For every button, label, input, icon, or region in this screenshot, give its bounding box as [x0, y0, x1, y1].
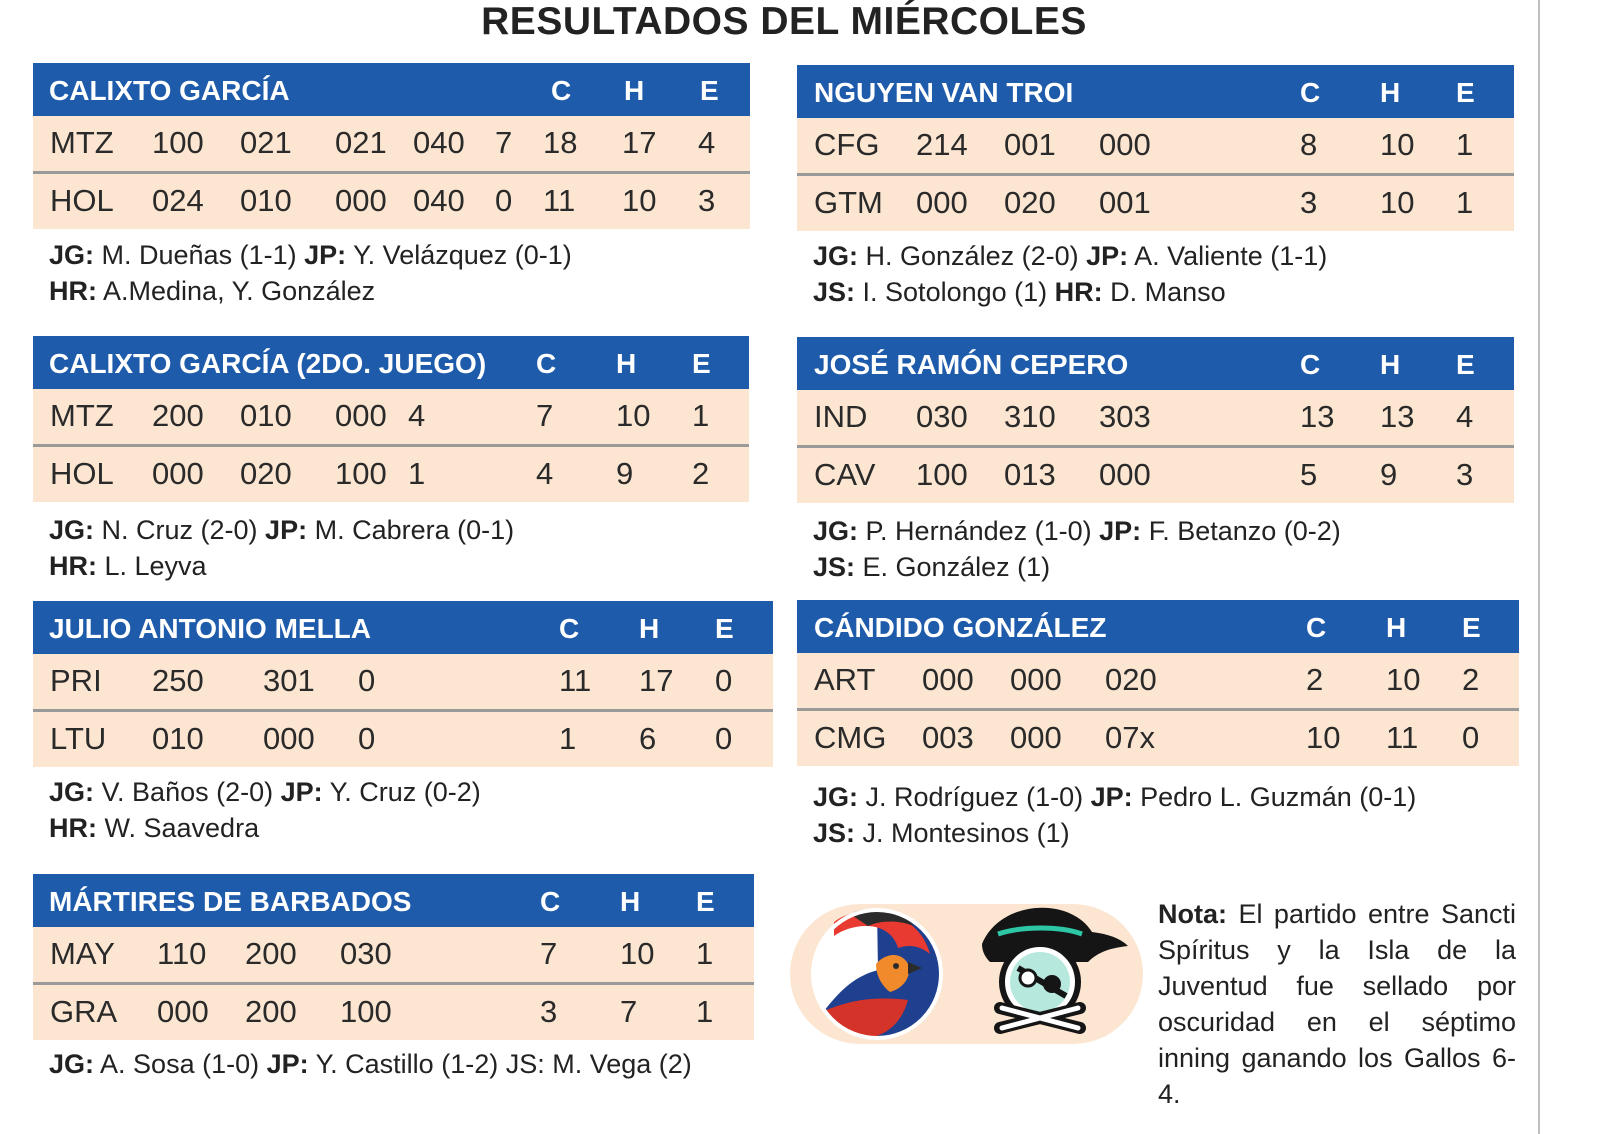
team-logos — [790, 904, 1143, 1044]
pitching-notes — [49, 512, 514, 584]
home-team-row — [33, 712, 773, 767]
inning-group: 000 — [335, 183, 387, 218]
notes-line: JG: H. González (2-0) JP: A. Valiente (1-1) — [813, 241, 1328, 271]
inning-group: 1 — [408, 456, 426, 491]
page-title: RESULTADOS DEL MIÉRCOLES — [481, 0, 1087, 43]
errors-value: 0 — [715, 663, 733, 698]
errors-value: 1 — [696, 994, 714, 1029]
inning-group: 0 — [358, 721, 376, 756]
team-abbr: CAV — [814, 457, 876, 492]
inning-group: 310 — [1004, 399, 1056, 434]
hits-value: 13 — [1380, 399, 1415, 434]
pitching-notes — [49, 774, 481, 846]
team-abbr: CMG — [814, 720, 887, 755]
notes-line: JS: J. Montesinos (1) — [813, 818, 1070, 848]
inning-group: 303 — [1099, 399, 1151, 434]
col-hits: H — [616, 348, 637, 379]
errors-value: 3 — [1456, 457, 1474, 492]
runs-value: 5 — [1300, 457, 1318, 492]
inning-group: 214 — [916, 127, 968, 162]
inning-group: 020 — [1105, 662, 1157, 697]
inning-group: 100 — [916, 457, 968, 492]
col-errors: E — [692, 348, 711, 379]
boxscore-calixto-garcia-game-2 — [33, 336, 749, 505]
away-team-row — [33, 116, 750, 171]
errors-value: 3 — [698, 183, 716, 218]
boxscore-header — [797, 337, 1514, 390]
team-abbr: IND — [814, 399, 868, 434]
runs-value: 10 — [1306, 720, 1341, 755]
inning-group: 4 — [408, 398, 426, 433]
errors-value: 1 — [1456, 185, 1474, 220]
hits-value: 10 — [1386, 662, 1421, 697]
inning-group: 030 — [916, 399, 968, 434]
inning-group: 200 — [245, 994, 297, 1029]
pitching-notes — [49, 237, 572, 309]
inning-group: 000 — [263, 721, 315, 756]
inning-group: 000 — [152, 456, 204, 491]
notes-line: HR: A.Medina, Y. González — [49, 276, 376, 306]
errors-value: 1 — [696, 936, 714, 971]
inning-group: 000 — [922, 662, 974, 697]
inning-group: 301 — [263, 663, 315, 698]
stadium-name: CALIXTO GARCÍA (2DO. JUEGO) — [49, 348, 487, 379]
inning-group: 024 — [152, 183, 204, 218]
col-errors: E — [1462, 612, 1481, 643]
errors-value: 2 — [1462, 662, 1480, 697]
team-abbr: GRA — [50, 994, 118, 1029]
col-hits: H — [1380, 77, 1401, 108]
boxscore-calixto-garcia — [33, 63, 750, 233]
hits-value: 10 — [1380, 185, 1415, 220]
inning-group: 000 — [1099, 457, 1151, 492]
inning-group: 100 — [152, 125, 204, 160]
boxscore-header — [33, 601, 773, 654]
stadium-name: NGUYEN VAN TROI — [814, 77, 1074, 108]
hits-value: 11 — [1386, 720, 1419, 755]
boxscore-julio-antonio-mella — [33, 601, 773, 769]
team-abbr: HOL — [50, 456, 114, 491]
col-errors: E — [1456, 349, 1475, 380]
inning-group: 000 — [916, 185, 968, 220]
notes-line: JG: V. Baños (2-0) JP: Y. Cruz (0-2) — [49, 777, 481, 807]
runs-value: 1 — [559, 721, 577, 756]
runs-value: 4 — [536, 456, 554, 491]
pitching-notes — [49, 1046, 692, 1082]
hits-value: 10 — [1380, 127, 1415, 162]
col-runs: C — [1306, 612, 1327, 643]
inning-group: 0 — [358, 663, 376, 698]
inning-group: 040 — [413, 125, 465, 160]
inning-group: 013 — [1004, 457, 1056, 492]
hits-value: 17 — [639, 663, 674, 698]
rooster-logo-icon — [812, 909, 941, 1038]
inning-group: 0 — [495, 183, 513, 218]
team-abbr: GTM — [814, 185, 883, 220]
pirate-logo-icon — [982, 908, 1128, 1028]
col-errors: E — [696, 886, 715, 917]
inning-group: 010 — [152, 721, 204, 756]
nota-text: El partido entre Sancti Spíritus y la Isla de la Juventud fue sellado por oscuridad en el séptimo inning ganando los Gallos 6-4. — [1158, 899, 1516, 1109]
team-abbr: CFG — [814, 127, 880, 162]
notes-line: HR: W. Saavedra — [49, 813, 260, 843]
runs-value: 8 — [1300, 127, 1318, 162]
inning-group: 003 — [922, 720, 974, 755]
runs-value: 11 — [559, 663, 592, 698]
home-team-row — [33, 985, 754, 1040]
hits-value: 9 — [1380, 457, 1398, 492]
team-abbr: MTZ — [50, 125, 114, 160]
inning-group: 021 — [335, 125, 387, 160]
runs-value: 7 — [536, 398, 554, 433]
boxscore-martires-de-barbados — [33, 874, 754, 1040]
inning-group: 000 — [157, 994, 209, 1029]
game-note — [1158, 896, 1516, 1112]
hits-value: 17 — [622, 125, 657, 160]
boxscore-candido-gonzalez — [797, 600, 1519, 767]
inning-group: 000 — [1010, 662, 1062, 697]
notes-line: JG: P. Hernández (1-0) JP: F. Betanzo (0-2) — [813, 516, 1341, 546]
notes-line: JG: J. Rodríguez (1-0) JP: Pedro L. Guzmán (0-1) — [813, 782, 1417, 812]
boxscore-header — [33, 336, 749, 389]
inning-group: 021 — [240, 125, 292, 160]
col-errors: E — [700, 75, 719, 106]
team-abbr: ART — [814, 662, 876, 697]
errors-value: 4 — [698, 125, 716, 160]
inning-group: 030 — [340, 936, 392, 971]
home-team-row — [33, 174, 750, 229]
runs-value: 7 — [540, 936, 558, 971]
inning-group: 100 — [340, 994, 392, 1029]
stadium-name: JULIO ANTONIO MELLA — [49, 613, 371, 644]
inning-group: 020 — [240, 456, 292, 491]
col-runs: C — [1300, 77, 1321, 108]
home-team-row — [797, 176, 1514, 231]
notes-line: JG: N. Cruz (2-0) JP: M. Cabrera (0-1) — [49, 515, 515, 545]
notes-line: HR: L. Leyva — [49, 551, 207, 581]
col-runs: C — [536, 348, 557, 379]
pitching-notes — [813, 238, 1327, 310]
inning-group: 000 — [1010, 720, 1062, 755]
inning-group: 020 — [1004, 185, 1056, 220]
notes-line: JS: I. Sotolongo (1) HR: D. Manso — [813, 277, 1226, 307]
team-abbr: HOL — [50, 183, 114, 218]
team-abbr: LTU — [50, 721, 107, 756]
hits-value: 10 — [622, 183, 657, 218]
away-team-row — [33, 927, 754, 982]
runs-value: 3 — [1300, 185, 1318, 220]
column-divider — [1538, 0, 1540, 1134]
boxscore-header — [33, 63, 750, 116]
team-abbr: MAY — [50, 936, 115, 971]
errors-value: 4 — [1456, 399, 1474, 434]
pitching-notes — [813, 513, 1341, 585]
inning-group: 200 — [152, 398, 204, 433]
boxscore-header — [33, 874, 754, 927]
col-runs: C — [540, 886, 561, 917]
runs-value: 2 — [1306, 662, 1324, 697]
inning-group: 010 — [240, 398, 292, 433]
boxscore-header — [797, 65, 1514, 118]
hits-value: 10 — [616, 398, 651, 433]
hits-value: 7 — [620, 994, 638, 1029]
errors-value: 0 — [715, 721, 733, 756]
boxscore-header — [797, 600, 1519, 653]
stadium-name: MÁRTIRES DE BARBADOS — [49, 886, 412, 917]
col-hits: H — [624, 75, 645, 106]
inning-group: 7 — [495, 125, 513, 160]
team-abbr: PRI — [50, 663, 102, 698]
notes-line: JG: M. Dueñas (1-1) JP: Y. Velázquez (0-1) — [49, 240, 572, 270]
pitching-notes — [813, 779, 1416, 851]
runs-value: 3 — [540, 994, 558, 1029]
away-team-row — [33, 654, 773, 709]
home-team-row — [797, 711, 1519, 766]
inning-group: 100 — [335, 456, 387, 491]
col-errors: E — [715, 613, 734, 644]
inning-group: 001 — [1099, 185, 1151, 220]
errors-value: 1 — [692, 398, 710, 433]
boxscore-nguyen-van-troi — [797, 65, 1514, 235]
errors-value: 2 — [692, 456, 710, 491]
errors-value: 1 — [1456, 127, 1474, 162]
inning-group: 250 — [152, 663, 204, 698]
inning-group: 200 — [245, 936, 297, 971]
stadium-name: CALIXTO GARCÍA — [49, 75, 290, 106]
inning-group: 07x — [1105, 720, 1155, 755]
inning-group: 040 — [413, 183, 465, 218]
col-hits: H — [1386, 612, 1407, 643]
hits-value: 10 — [620, 936, 655, 971]
inning-group: 110 — [157, 936, 207, 971]
away-team-row — [797, 118, 1514, 173]
hits-value: 6 — [639, 721, 657, 756]
away-team-row — [33, 389, 749, 444]
inning-group: 000 — [335, 398, 387, 433]
stadium-name: JOSÉ RAMÓN CEPERO — [814, 349, 1129, 380]
inning-group: 010 — [240, 183, 292, 218]
away-team-row — [797, 390, 1514, 445]
col-runs: C — [551, 75, 572, 106]
col-hits: H — [639, 613, 660, 644]
col-runs: C — [1300, 349, 1321, 380]
inning-group: 000 — [1099, 127, 1151, 162]
notes-line: JS: E. González (1) — [813, 552, 1051, 582]
hits-value: 9 — [616, 456, 634, 491]
runs-value: 11 — [543, 183, 576, 218]
nota-label: Nota: — [1158, 899, 1227, 929]
inning-group: 001 — [1004, 127, 1056, 162]
col-errors: E — [1456, 77, 1475, 108]
col-hits: H — [1380, 349, 1401, 380]
errors-value: 0 — [1462, 720, 1480, 755]
runs-value: 13 — [1300, 399, 1335, 434]
home-team-row — [797, 448, 1514, 503]
team-abbr: MTZ — [50, 398, 114, 433]
col-hits: H — [620, 886, 641, 917]
boxscore-jose-ramon-cepero — [797, 337, 1514, 507]
home-team-row — [33, 447, 749, 502]
notes-line: JG: A. Sosa (1-0) JP: Y. Castillo (1-2) JS: M. Vega (2) — [49, 1049, 692, 1079]
col-runs: C — [559, 613, 580, 644]
away-team-row — [797, 653, 1519, 708]
runs-value: 18 — [543, 125, 578, 160]
stadium-name: CÁNDIDO GONZÁLEZ — [814, 612, 1107, 643]
